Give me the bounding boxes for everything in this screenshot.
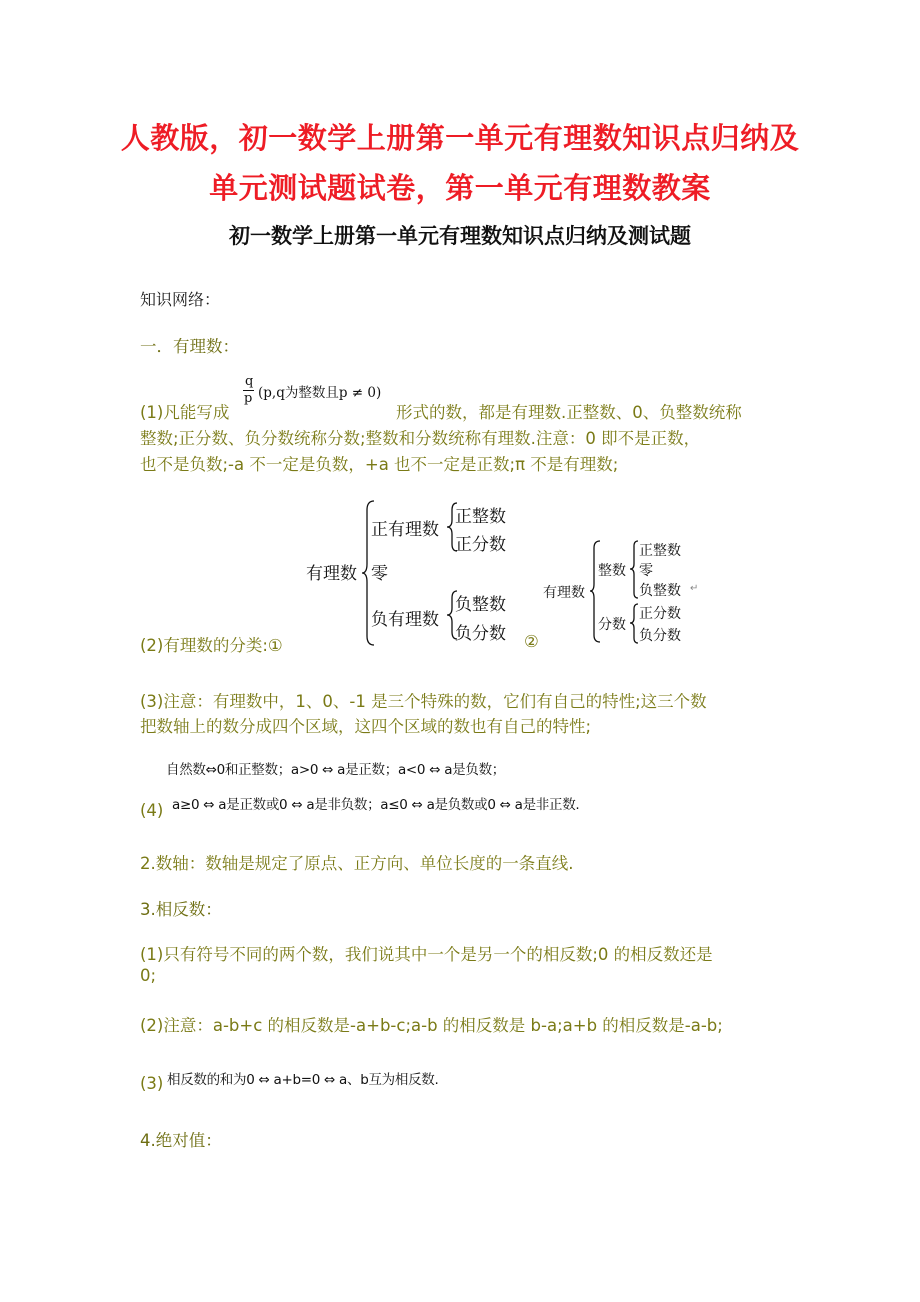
s3-p3-label: (3) (140, 1074, 164, 1093)
tree1-zero: 零 (371, 564, 388, 584)
tree1-pos-int: 正整数 (455, 507, 506, 527)
tree2-fraction: 分数 (598, 617, 626, 633)
fraction-formula (242, 374, 402, 414)
tree1-negative: 负有理数 (371, 610, 439, 630)
s1-p2-label: (2)有理数的分类:① (140, 636, 283, 655)
formula-denominator: p (244, 391, 253, 406)
tree1-root: 有理数 (306, 564, 357, 584)
s1-p1-line2: 整数;正分数、负分数统称分数;整数和分数统称有理数.注意：0 即不是正数， (140, 429, 701, 448)
s1-p3-line2: 把数轴上的数分成四个区域，这四个区域的数也有自己的特性; (140, 717, 592, 736)
s1-p1-line1: 形式的数，都是有理数.正整数、0、负整数统称 (396, 403, 742, 422)
s3-p3-text: 相反数的和为0 ⇔ a+b=0 ⇔ a、b互为相反数. (167, 1072, 439, 1088)
s2-text: 2.数轴：数轴是规定了原点、正方向、单位长度的一条直线. (140, 854, 574, 873)
tree2-neg-frac: 负分数 (639, 628, 681, 644)
s3-p1-line1: (1)只有符号不同的两个数，我们说其中一个是另一个的相反数;0 的相反数还是 (140, 945, 713, 964)
s3-heading: 3.相反数： (140, 900, 222, 919)
s1-p4-line1: 自然数⇔0和正整数；a>0 ⇔ a是正数；a<0 ⇔ a是负数； (166, 762, 505, 778)
tree2-pos-frac: 正分数 (639, 606, 681, 622)
doc-subtitle: 初一数学上册第一单元有理数知识点归纳及测试题 (229, 224, 691, 248)
tree1-positive: 正有理数 (371, 520, 439, 540)
tree1-neg-frac: 负分数 (455, 624, 506, 644)
tree2-zero: 零 (639, 563, 653, 579)
tree2-return-mark: ↵ (690, 583, 699, 594)
formula-condition: (p,q为整数且p ≠ 0) (258, 385, 382, 401)
s3-p2: (2)注意：a-b+c 的相反数是-a+b-c;a-b 的相反数是 b-a;a+b 的相反数是-a-b; (140, 1016, 723, 1035)
tree2-root: 有理数 (543, 585, 585, 601)
section1-heading: 一．有理数： (140, 337, 239, 356)
tree1-pos-frac: 正分数 (455, 535, 506, 555)
formula-numerator: q (245, 374, 254, 389)
s4-heading: 4.绝对值： (140, 1131, 222, 1150)
doc-title-line1: 人教版，初一数学上册第一单元有理数知识点归纳及 (120, 121, 800, 155)
s1-p4-label: (4) (140, 801, 164, 820)
knowledge-network-label: 知识网络： (140, 290, 221, 309)
s1-p4-line2: a≥0 ⇔ a是正数或0 ⇔ a是非负数；a≤0 ⇔ a是负数或0 ⇔ a是非正数. (172, 797, 580, 813)
s1-p3-line1: (3)注意：有理数中，1、0、-1 是三个特殊的数，它们有自己的特性;这三个数 (140, 692, 707, 711)
tree2-integer: 整数 (598, 563, 626, 579)
tree2-pos-int: 正整数 (639, 543, 681, 559)
tree1-neg-int: 负整数 (455, 595, 506, 615)
s1-p1-line3: 也不是负数;-a 不一定是负数，+a 也不一定是正数;π 不是有理数; (140, 455, 619, 474)
s1-p2-marker2: ② (524, 632, 539, 651)
s3-p1-line2: 0; (140, 966, 157, 985)
tree2-neg-int: 负整数 (639, 583, 681, 599)
s1-p1-prefix: (1)凡能写成 (140, 403, 230, 422)
doc-title-line2: 单元测试题试卷，第一单元有理数教案 (209, 171, 711, 205)
